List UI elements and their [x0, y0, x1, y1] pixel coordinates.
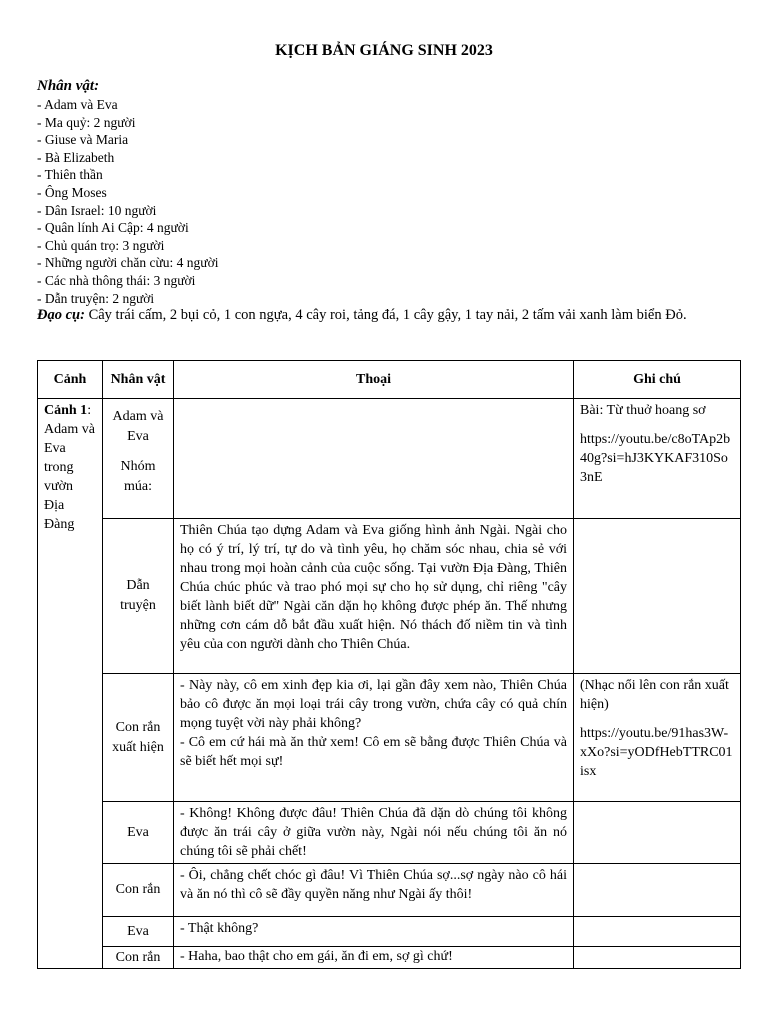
character-item: - Adam và Eva — [37, 97, 118, 112]
character-name: Nhóm múa: — [120, 459, 156, 494]
note-cell — [574, 519, 741, 674]
character-cell: Con rắn — [103, 947, 174, 969]
dialogue-cell — [174, 399, 574, 519]
dialogue-cell — [174, 674, 574, 802]
note-cell — [574, 399, 741, 519]
character-item: - Những người chăn cừu: 4 người — [37, 255, 219, 271]
scene-label: Cảnh 1 — [44, 403, 88, 418]
dialogue-cell: - Thật không? — [174, 917, 574, 947]
header-dialogue: Thoại — [174, 361, 574, 399]
note-link[interactable]: https://youtu.be/c8oTAp2b40g?si=hJ3KYKAF310So3nE — [580, 432, 731, 485]
character-name: Adam và Eva — [112, 409, 164, 444]
note-text: Bài: Từ thuở hoang sơ — [580, 403, 706, 418]
scene-colon: : — [87, 403, 92, 418]
scene-cell — [38, 399, 103, 969]
character-item: - Thiên thần — [37, 167, 103, 183]
dialogue-line: - Cô em cứ hái mà ăn thử xem! Cô em sẽ bằng được Thiên Chúa và sẽ biết hết mọi sự! — [180, 735, 567, 769]
character-item: - Các nhà thông thái: 3 người — [37, 272, 196, 288]
note-cell — [574, 917, 741, 947]
header-scene: Cảnh — [38, 361, 103, 399]
table-row — [38, 674, 741, 802]
header-note: Ghi chú — [574, 361, 741, 399]
table-row — [38, 802, 741, 864]
note-cell — [574, 864, 741, 917]
character-item: - Dẫn truyện: 2 người — [37, 290, 155, 306]
character-item: - Giuse và Maria — [37, 132, 129, 148]
dialogue-line: - Này này, cô em xinh đẹp kia ơi, lại gần đây xem nào, Thiên Chúa bảo cô được ăn mọi loại trái cây trong vườn, chứa cây có quả chín mọng tuyệt vời này phải không? — [180, 678, 567, 731]
table-header-row — [38, 361, 741, 399]
props-line — [37, 307, 757, 324]
table-row — [38, 947, 741, 969]
dialogue-cell: Thiên Chúa tạo dựng Adam và Eva giống hình ảnh Ngài. Ngài cho họ có ý trí, lý trí, tự do và tình yêu, họ chăm sóc nhau, chia sẻ với nhau trong mọi hoàn cảnh của cuộc sống. Tại vườn Địa Đàng, Thiên Chúa chúc phúc và trao phó mọi sự cho họ sử dụng, chỉ riêng "cây biết lành biết dữ" Ngài căn dặn họ không được phép ăn. Thế nhưng những cơn cám dỗ bắt đầu xuất hiện. Nó thách đố niềm tin và tình yêu của con người dành cho Thiên Chúa. — [174, 519, 574, 674]
note-cell — [574, 674, 741, 802]
table-row — [38, 519, 741, 674]
characters-list — [37, 96, 219, 307]
character-item: - Ông Moses — [37, 184, 107, 200]
table-row — [38, 399, 741, 519]
scene-description: Adam và Eva trong vườn Địa Đàng — [44, 422, 95, 532]
props-label: Đạo cụ: — [37, 307, 85, 323]
character-item: - Dân Israel: 10 người — [37, 202, 157, 218]
character-item: - Bà Elizabeth — [37, 149, 115, 165]
table-row — [38, 917, 741, 947]
character-cell: Dẫn truyện — [103, 519, 174, 674]
script-table — [37, 360, 741, 969]
document-title: KỊCH BẢN GIÁNG SINH 2023 — [275, 42, 493, 59]
dialogue-cell: - Ôi, chẳng chết chóc gì đâu! Vì Thiên Chúa sợ...sợ ngày nào cô hái và ăn nó thì cô sẽ đầy quyền năng như Ngài ấy thôi! — [174, 864, 574, 917]
character-cell: Con rắn xuất hiện — [103, 674, 174, 802]
character-cell — [103, 399, 174, 519]
note-cell — [574, 947, 741, 969]
character-item: - Quân lính Ai Cập: 4 người — [37, 220, 189, 236]
props-text: Cây trái cấm, 2 bụi cỏ, 1 con ngựa, 4 cây roi, tảng đá, 1 cây gậy, 1 tay nải, 2 tấm vải xanh làm biển Đỏ. — [84, 307, 687, 323]
dialogue-cell: - Haha, bao thật cho em gái, ăn đi em, sợ gì chứ! — [174, 947, 574, 969]
characters-heading: Nhân vật: — [37, 78, 100, 94]
character-cell: Con rắn — [103, 864, 174, 917]
dialogue-cell: - Không! Không được đâu! Thiên Chúa đã dặn dò chúng tôi không được ăn trái cây ở giữa vườn này, Ngài nói nếu chúng tôi ăn nó chúng tôi sẽ phải chết! — [174, 802, 574, 864]
table-row — [38, 864, 741, 917]
character-item: - Ma quỷ: 2 người — [37, 114, 136, 130]
character-cell: Eva — [103, 917, 174, 947]
character-item: - Chủ quán trọ: 3 người — [37, 237, 165, 253]
note-link[interactable]: https://youtu.be/91has3W-xXo?si=yODfHebTTRC01isx — [580, 726, 733, 779]
note-cell — [574, 802, 741, 864]
header-character: Nhân vật — [103, 361, 174, 399]
character-cell: Eva — [103, 802, 174, 864]
note-text: (Nhạc nổi lên con rắn xuất hiện) — [580, 678, 729, 712]
